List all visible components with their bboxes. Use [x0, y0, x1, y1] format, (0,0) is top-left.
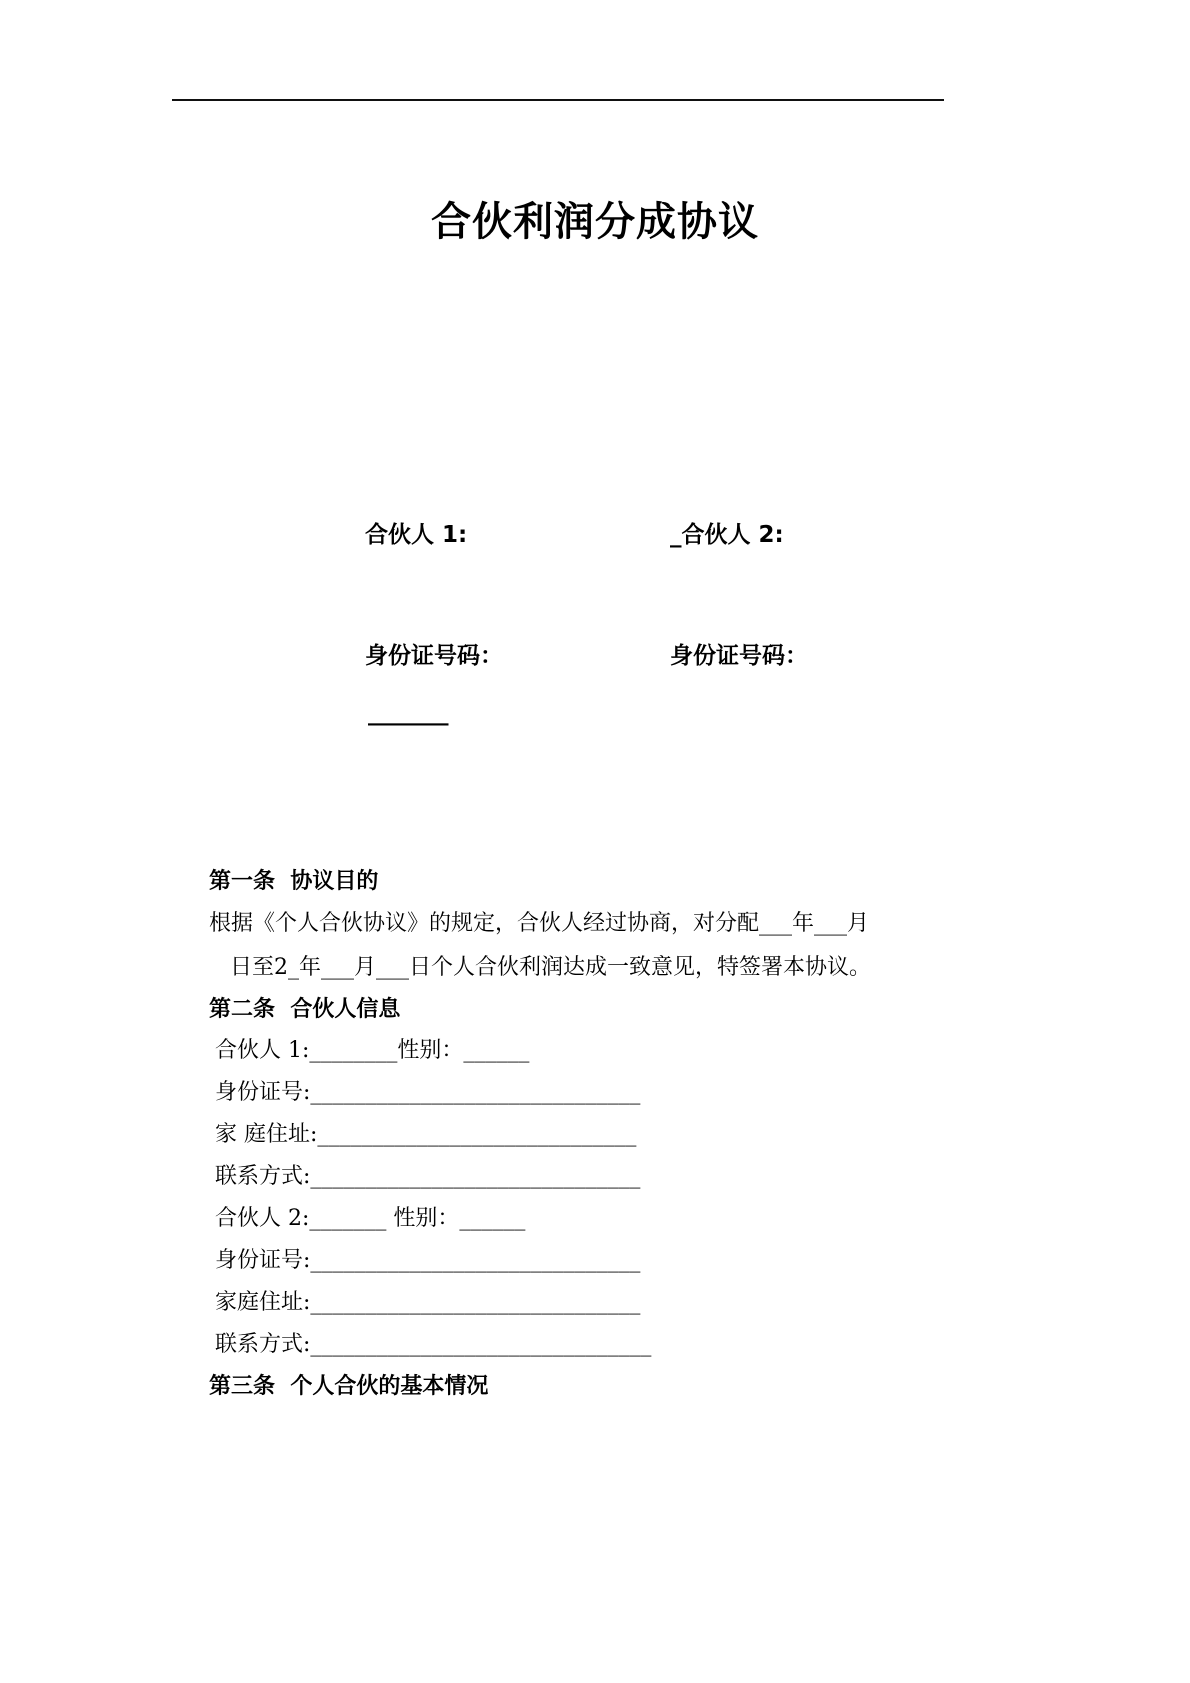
partner1-id-blank[interactable]: _______ [368, 700, 449, 726]
clause-2-heading: 第二条 合伙人信息 [209, 997, 401, 1022]
clause-3-heading: 第三条 个人合伙的基本情况 [209, 1374, 489, 1399]
header-rule [172, 99, 944, 101]
clause-1-line-2: 日至2_年___月___日个人合伙利润达成一致意见，特签署本协议。 [223, 955, 871, 980]
partner-name-row [365, 516, 985, 549]
signature-party-block [365, 516, 985, 670]
clause-1-line-1: 根据《个人合伙协议》的规定，合伙人经过协商，对分配___年___月 [209, 911, 870, 936]
party-row-spacer [365, 549, 985, 637]
field-partner1-id-number[interactable]: 身份证号:______________________________ [215, 1080, 641, 1105]
partner2-name-label: _合伙人 2: [670, 522, 784, 548]
field-partner1-name[interactable]: 合伙人 1:________性别：______ [215, 1038, 530, 1063]
clause-1-paragraph [209, 902, 969, 990]
field-partner2-home-address[interactable]: 家庭住址:______________________________ [215, 1290, 641, 1315]
field-partner2-id-number[interactable]: 身份证号:______________________________ [215, 1248, 641, 1273]
clause-1-heading: 第一条 协议目的 [209, 869, 379, 894]
partner-id-row [365, 637, 985, 670]
partner1-name-label: 合伙人 1: [365, 522, 468, 548]
field-partner2-name[interactable]: 合伙人 2:_______ 性别：______ [215, 1206, 526, 1231]
partner2-id-label: 身份证号码： [670, 643, 808, 669]
field-partner2-contact[interactable]: 联系方式:_______________________________ [215, 1332, 652, 1357]
field-partner1-home-address[interactable]: 家 庭住址:_____________________________ [215, 1122, 637, 1147]
field-partner1-contact[interactable]: 联系方式:______________________________ [215, 1164, 641, 1189]
document-body [209, 862, 969, 1408]
partner1-id-label: 身份证号码： [365, 643, 503, 669]
page-title: 合伙利润分成协议 [431, 199, 759, 245]
